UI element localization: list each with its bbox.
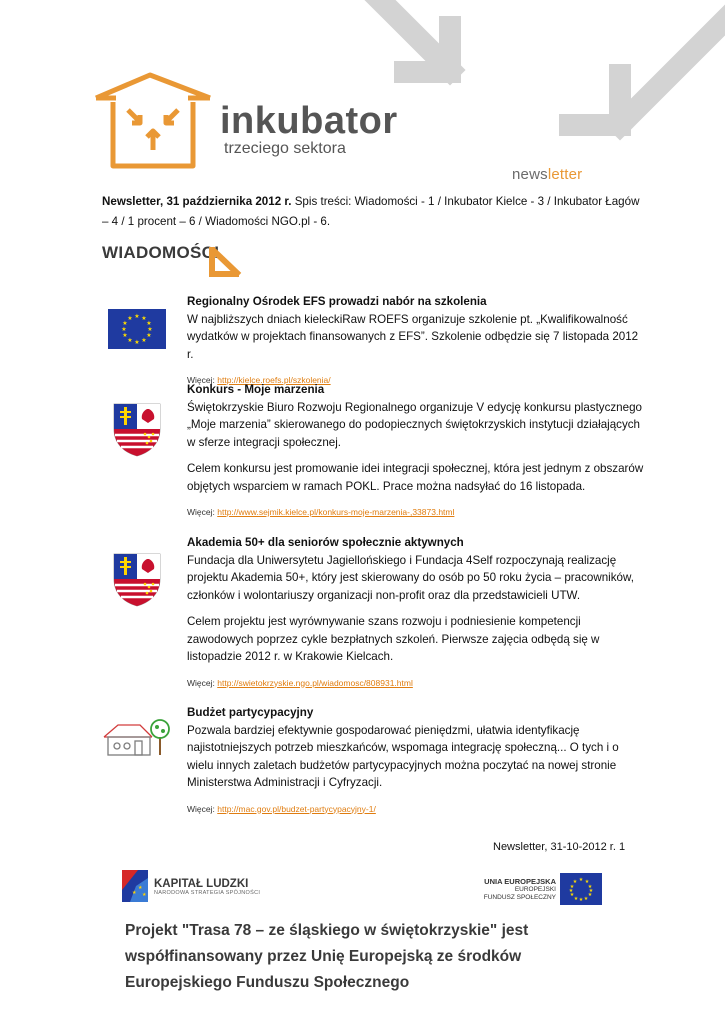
- article-title: Regionalny Ośrodek EFS prowadzi nabór na szkolenia: [187, 295, 487, 308]
- newsletter-date: Newsletter, 31 października 2012 r.: [102, 195, 292, 208]
- svg-text:★: ★: [578, 897, 584, 903]
- more-label: Więcej:: [187, 507, 215, 517]
- svg-text:★: ★: [584, 879, 590, 885]
- article-more: [187, 504, 647, 522]
- svg-text:★: ★: [141, 337, 147, 344]
- orange-arrow-icon: [203, 243, 243, 279]
- page-footer: Newsletter, 31-10-2012 r. 1: [493, 841, 626, 853]
- article-akademia-50: [187, 534, 647, 692]
- coat-of-arms-image: [111, 551, 163, 607]
- kapital-ludzki-title: KAPITAŁ LUDZKI: [154, 878, 249, 890]
- article-body: Celem konkursu jest promowanie idei integracji społecznej, która jest jednym z obszarów objętych wsparciem w ramach POKL. Prace można nadsyłać do 16 listopada.: [187, 462, 644, 493]
- brand-tagline: trzeciego sektora: [224, 140, 346, 157]
- kapital-ludzki-subtitle: NARODOWA STRATEGIA SPÓJNOŚCI: [154, 890, 261, 896]
- article-title: Budżet partycypacyjny: [187, 706, 314, 719]
- svg-text:★: ★: [573, 896, 579, 902]
- svg-text:★: ★: [572, 879, 578, 885]
- article-budzet-partycypacyjny: [187, 704, 647, 818]
- article-body: Fundacja dla Uniwersytetu Jagiellońskiego i Fundacja 4Self rozpoczynają realizację projektu Akademia 50+, który jest skierowany do osób po 50 roku życia – pracowników, członków i wolontariuszy organizacji non-profit oraz dla przedstawicieli UTW.: [187, 553, 634, 602]
- newsletter-label-suffix: letter: [547, 166, 583, 183]
- article-body: Świętokrzyskie Biuro Rozwoju Regionalnego organizuje V edycję konkursu plastycznego „Moje marzenia” skierowanego do podopiecznych świętokrzyskich instytucji działających w sferze integracji społecznej.: [187, 400, 642, 449]
- svg-text:★: ★: [122, 332, 128, 339]
- kapital-ludzki-logo: [154, 878, 260, 896]
- more-label: Więcej:: [187, 803, 215, 814]
- house-drawing-image: [100, 717, 176, 759]
- svg-text:★: ★: [132, 890, 137, 896]
- article-link[interactable]: http://swietokrzyskie.ngo.pl/wiadomosc/808931.html: [217, 677, 413, 688]
- svg-text:★: ★: [588, 888, 594, 894]
- svg-text:★: ★: [121, 326, 127, 333]
- article-moje-marzenia: [187, 381, 647, 522]
- kapital-ludzki-logo-icon: [118, 866, 152, 906]
- svg-text:★: ★: [134, 313, 140, 320]
- svg-text:★: ★: [146, 332, 152, 339]
- svg-text:★: ★: [141, 315, 147, 322]
- svg-text:★: ★: [587, 892, 593, 898]
- coat-of-arms-image: [111, 401, 163, 457]
- article-body: W najbliższych dniach kieleckiRaw ROEFS organizuje szkolenie pt. „Kwalifikowalność wydatków w projektach finansowanych z EFS”. Szkolenie odbędzie się 7 listopada 2012 r.: [187, 312, 639, 361]
- more-label: Więcej:: [187, 677, 215, 688]
- svg-text:★: ★: [146, 320, 152, 327]
- table-of-contents: Spis treści: Wiadomości - 1 / Inkubator Kielce - 3 / Inkubator Łagów – 4 / 1 procent – 6 / Wiadomości NGO.pl - 6.: [102, 195, 640, 228]
- logo-box-icon: [88, 70, 218, 172]
- article-title: Akademia 50+ dla seniorów społecznie aktywnych: [187, 536, 464, 549]
- eu-subtitle-2: FUNDUSZ SPOŁECZNY: [483, 894, 556, 901]
- eu-subtitle-1: EUROPEJSKI: [514, 886, 556, 893]
- svg-text:★: ★: [127, 315, 133, 322]
- article-title: Konkurs - Moje marzenia: [187, 383, 325, 396]
- svg-text:★: ★: [587, 884, 593, 890]
- svg-text:★: ★: [578, 877, 584, 883]
- svg-text:★: ★: [583, 896, 589, 902]
- brand-name: inkubator: [220, 100, 398, 142]
- svg-text:★: ★: [142, 892, 147, 898]
- project-funding-statement: Projekt "Trasa 78 – ze śląskiego w świętokrzyskie" jest współfinansowany przez Unię Europejską ze środków Europejskiego Funduszu Społecznego: [125, 922, 529, 991]
- intro-paragraph: [102, 192, 642, 232]
- article-link[interactable]: http://kielce.roefs.pl/szkolenia/: [217, 375, 331, 385]
- article-more: [187, 801, 647, 819]
- svg-text:★: ★: [127, 337, 133, 344]
- article-efs-training: [187, 293, 647, 390]
- article-body: Pozwala bardziej efektywnie gospodarować pieniędzmi, ułatwia identyfikację najistotniejszych potrzeb mieszkańców, wspomaga integrację społeczną... O tych i o wielu innych zaletach budżetów partycypacyjnych można poczytać na nowej stronie Ministerstwa Administracji i Cyfryzacji.: [187, 723, 619, 789]
- section-title: WIADOMOŚCI: [102, 243, 220, 262]
- newsletter-label: [512, 166, 582, 183]
- article-link[interactable]: http://www.sejmik.kielce.pl/konkurs-moje-marzenia-,33873.html: [217, 507, 455, 517]
- article-body: Celem projektu jest wyrównywanie szans rozwoju i podniesienie kompetencji zawodowych poprzez cykle bezpłatnych szkoleń. Pierwsze zajęcia odbędą się w listopadzie 2012 r. w Krakowie Kielcach.: [187, 615, 600, 663]
- more-label: Więcej:: [187, 375, 215, 385]
- svg-text:★: ★: [134, 339, 140, 346]
- svg-text:★: ★: [568, 888, 574, 894]
- svg-text:★: ★: [138, 885, 143, 891]
- svg-text:★: ★: [569, 892, 575, 898]
- eu-title: UNIA EUROPEJSKA: [484, 877, 556, 886]
- svg-text:★: ★: [147, 326, 153, 333]
- svg-text:★: ★: [569, 884, 575, 890]
- svg-text:★: ★: [122, 320, 128, 327]
- article-more: [187, 675, 647, 693]
- eu-flag-image: [108, 309, 166, 349]
- article-link[interactable]: http://mac.gov.pl/budzet-partycypacyjny-1/: [217, 803, 376, 814]
- newsletter-label-prefix: news: [512, 166, 548, 183]
- eu-fund-label: [476, 877, 556, 902]
- eu-flag-small-icon: [560, 873, 602, 905]
